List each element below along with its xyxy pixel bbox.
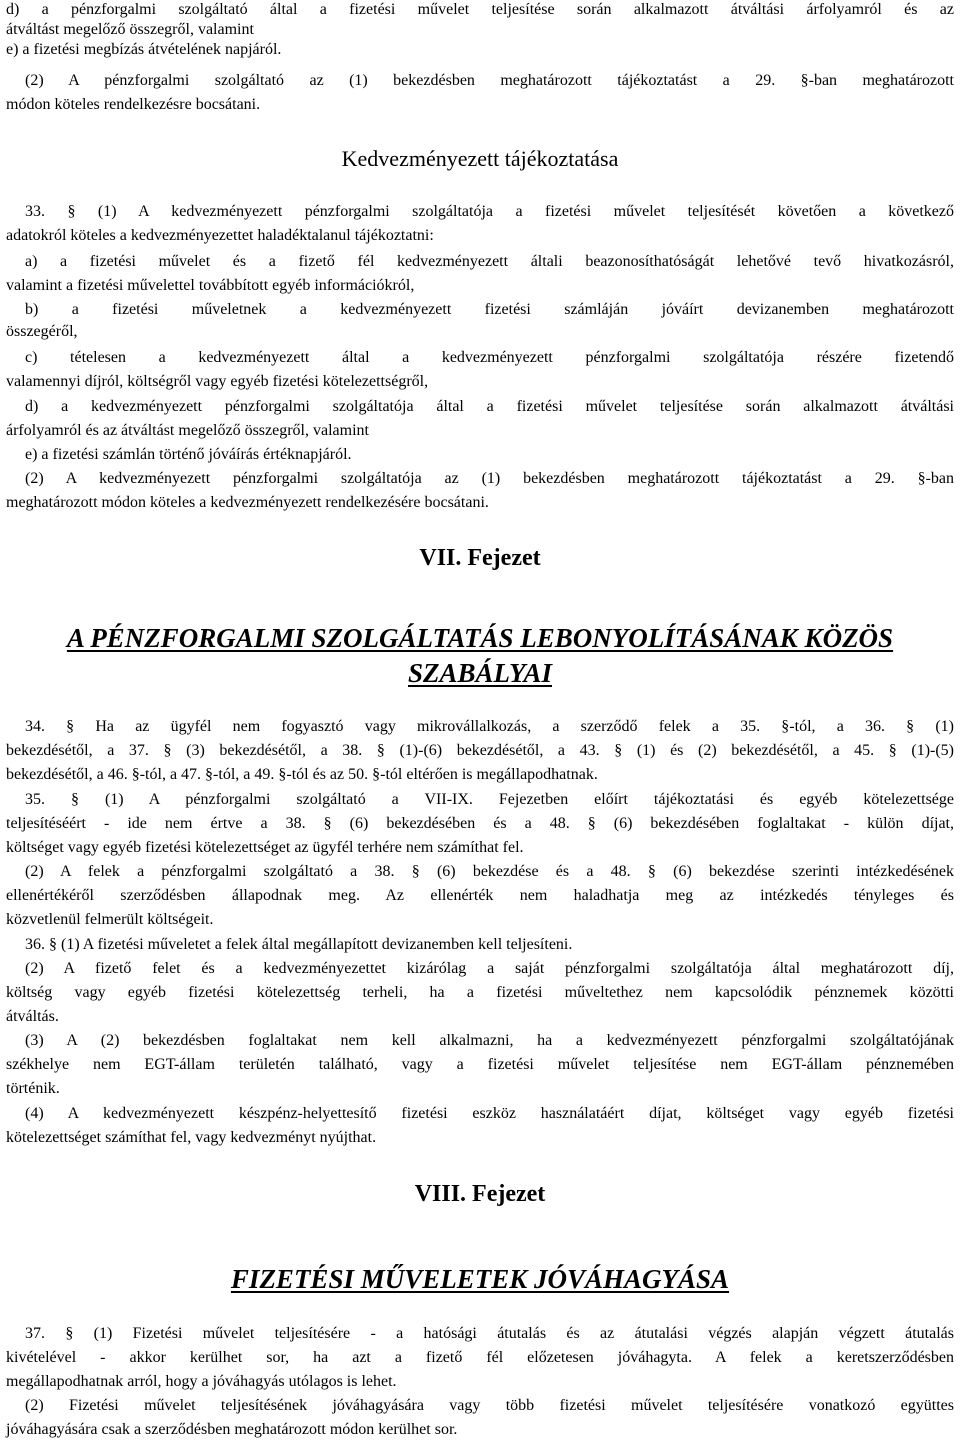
text-line: adatokról köteles a kedvezményezettet haladéktalanul tájékoztatni: <box>6 227 434 244</box>
text-line: (2) A kedvezményezett pénzforgalmi szolgáltatója az (1) bekezdésben meghatározott tájékoztatást a 29. §-ban <box>25 470 954 487</box>
text-line: ellenértékéről szerződésben állapodnak meg. Az ellenérték nem haladhatja meg az intézkedés tényleges és <box>6 887 954 904</box>
text-line: valamint a fizetési művelettel továbbított egyéb információkról, <box>6 277 415 294</box>
text-line: költség vagy egyéb fizetési kötelezettség terheli, ha a fizetési műveltethez nem kapcsolódik pénznemek közötti <box>6 984 954 1001</box>
text-line: e) a fizetési számlán történő jóváírás értéknapjáról. <box>25 446 352 463</box>
chapter-title: A PÉNZFORGALMI SZOLGÁLTATÁS LEBONYOLÍTÁSÁNAK KÖZÖS <box>66 623 894 653</box>
text-line: 36. § (1) A fizetési műveletet a felek által megállapított devizanemben kell teljesíteni. <box>25 936 573 953</box>
text-line: jóváhagyására csak a szerződésben meghatározott módon kerülhet sor. <box>6 1421 458 1438</box>
text-line: 35. § (1) A pénzforgalmi szolgáltató a VII-IX. Fejezetben előírt tájékoztatási és egyéb kötelezettsége <box>25 791 954 808</box>
text-line: (2) A pénzforgalmi szolgáltató az (1) bekezdésben meghatározott tájékoztatást a 29. §-ban meghatározott <box>25 72 954 89</box>
text-line: 34. § Ha az ügyfél nem fogyasztó vagy mikrovállalkozás, a szerződő felek a 35. §-tól, a 36. § (1) <box>25 718 954 735</box>
text-line: bekezdésétől, a 37. § (3) bekezdésétől, a 38. § (1)-(6) bekezdésétől, a 43. § (1) és (2) bekezdésétől, a 45. § (1)-(5) <box>6 742 954 759</box>
chapter-title: FIZETÉSI MŰVELETEK JÓVÁHAGYÁSA <box>230 1264 730 1294</box>
text-line: megállapodhatnak arról, hogy a jóváhagyás utólagos is lehet. <box>6 1373 397 1390</box>
text-line: bekezdésétől, a 46. §-tól, a 47. §-tól, a 49. §-tól és az 50. §-tól eltérően is megállapodhatnak. <box>6 766 598 783</box>
text-line: a) a fizetési művelet és a fizető fél kedvezményezett általi beazonosíthatóságát lehetővé tevő hivatkozásról, <box>25 253 954 270</box>
text-line: összegéről, <box>6 323 78 340</box>
text-line: (4) A kedvezményezett készpénz-helyettesítő fizetési eszköz használatáért díjat, költséget vagy egyéb fizetési <box>25 1105 954 1122</box>
text-line: történik. <box>6 1080 60 1097</box>
section-heading: Kedvezményezett tájékoztatása <box>341 146 619 171</box>
text-line: (2) A fizető felet és a kedvezményezettet kizárólag a saját pénzforgalmi szolgáltatója által meghatározott díj, <box>25 960 954 977</box>
text-line: (2) A felek a pénzforgalmi szolgáltató a 38. § (6) bekezdése és a 48. § (6) bekezdése szerinti intézkedésének <box>25 863 954 880</box>
text-line: valamennyi díjról, költségről vagy egyéb fizetési kötelezettségről, <box>6 373 429 390</box>
text-line: teljesítéséért - ide nem értve a 38. § (6) bekezdésében és a 48. § (6) bekezdésében foglaltakat - külön díjat, <box>6 815 954 832</box>
text-line: 33. § (1) A kedvezményezett pénzforgalmi szolgáltatója a fizetési művelet teljesítését követően a következő <box>25 203 954 220</box>
text-line: d) a kedvezményezett pénzforgalmi szolgáltatója által a fizetési művelet teljesítése során alkalmazott átváltási <box>25 398 954 415</box>
chapter-title: SZABÁLYAI <box>407 658 553 688</box>
text-line: székhelye nem EGT-állam területén található, vagy a fizetési művelet teljesítése nem EGT-állam pénznemében <box>6 1056 954 1073</box>
text-line: kötelezettséget számíthat fel, vagy kedvezményt nyújthat. <box>6 1129 377 1146</box>
text-line: 37. § (1) Fizetési művelet teljesítésére - a hatósági átutalás és az átutalási végzés alapján végzett átutalás <box>25 1325 954 1342</box>
text-line: módon köteles rendelkezésre bocsátani. <box>6 96 261 113</box>
text-line: b) a fizetési műveletnek a kedvezményezett fizetési számláján jóváírt devizanemben meghatározott <box>25 301 954 318</box>
text-line: (3) A (2) bekezdésben foglaltakat nem kell alkalmazni, ha a kedvezményezett pénzforgalmi szolgáltatójának <box>25 1032 954 1049</box>
text-line: e) a fizetési megbízás átvételének napjáról. <box>6 41 282 58</box>
text-line: (2) Fizetési művelet teljesítésének jóváhagyására vagy több fizetési művelet teljesítésére vonatkozó együttes <box>25 1397 954 1414</box>
text-line: átváltást megelőző összegről, valamint <box>6 21 254 38</box>
text-line: közvetlenül felmerült költségeit. <box>6 911 214 928</box>
text-line: c) tételesen a kedvezményezett által a kedvezményezett pénzforgalmi szolgáltatója részére fizetendő <box>25 349 954 366</box>
text-line: átváltás. <box>6 1008 59 1025</box>
chapter-heading: VII. Fejezet <box>419 545 541 571</box>
text-line: meghatározott módon köteles a kedvezményezett rendelkezésére bocsátani. <box>6 494 489 511</box>
text-line: kivételével - akkor kerülhet sor, ha azt a fizető fél előzetesen jóváhagyta. A felek a keretszerződésben <box>6 1349 954 1366</box>
text-line: árfolyamról és az átváltást megelőző összegről, valamint <box>6 422 369 439</box>
text-line: d) a pénzforgalmi szolgáltató által a fizetési művelet teljesítése során alkalmazott átváltási árfolyamról és az <box>6 1 954 18</box>
chapter-heading: VIII. Fejezet <box>414 1181 546 1207</box>
text-line: költséget vagy egyéb fizetési kötelezettséget az ügyfél terhére nem számíthat fel. <box>6 839 524 856</box>
